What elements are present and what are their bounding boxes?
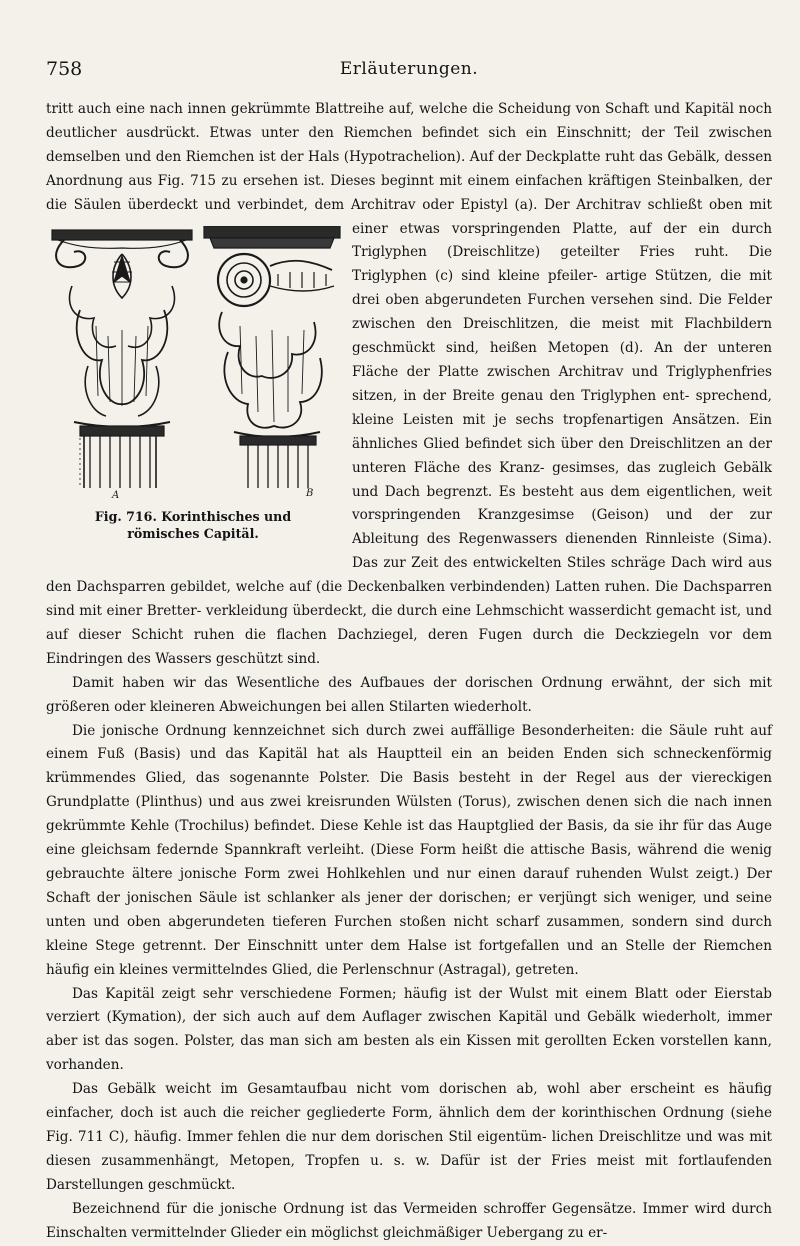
text-line: der Teil zwischen demselben und den Riemchen ist der Hals (Hypotrachelion). Auf der	[46, 124, 772, 165]
text-line: Damit haben wir das Wesentliche des Aufbaues der dorischen Ordnung erwähnt, der	[72, 674, 714, 691]
text-line: Ordnung (siehe Fig. 711 C), häufig. Immer fehlen die nur dem dorischen Stil eigentüm-	[46, 1105, 772, 1145]
text-line: und seine unten und oben abgerundeten tieferen Furchen stoßen nicht scharf zusammen,	[46, 889, 772, 930]
text-line: tritt auch eine nach innen gekrümmte Blattreihe auf, welche die Scheidung von Schaft und	[46, 101, 685, 117]
text-line: Bezeichnend für die jonische Ordnung ist das Vermeiden schroffer Gegensätze. Immer	[72, 1200, 695, 1217]
text-line: (Torus), zwischen denen sich die nach innen gekrümmte Kehle (Trochilus) befindet. Diese	[46, 794, 772, 835]
text-line: Kehle ist das Hauptglied der Basis, da sie ihr für das Auge eine gleichsam federnde	[46, 818, 772, 859]
paragraph	[46, 720, 772, 983]
text-line: sind, heißen Metopen (d). An der unteren Fläche	[352, 340, 772, 380]
text-line: Kissen mit gerollten Ecken vorstellen kann, vorhanden.	[46, 1033, 772, 1074]
text-line: Fries ruht. Die Triglyphen (c) sind kleine pfeiler-	[352, 244, 773, 285]
figure-label-a: A	[112, 489, 120, 501]
text-line: verkleidung überdeckt, die durch eine Lehmschicht wasserdicht gemacht ist, und auf dieser	[46, 603, 772, 643]
text-line: sitzen, in der Breite genau den Triglyphen ent-	[352, 387, 696, 404]
roman-capital	[204, 226, 340, 488]
text-line: (die Deckenbalken verbindenden) Latten ruhen. Die Dachsparren sind mit einer Bretter-	[46, 579, 772, 620]
text-line: mit einem einfachen kräftigen Steinbalken, der die Säulen überdeckt und verbindet, dem	[46, 172, 772, 213]
text-line: in der Regel aus der viereckigen Grundplatte (Plinthus) und aus zwei kreisrunden Wülsten	[46, 770, 772, 811]
corinthian-capital	[52, 230, 192, 488]
text-line: den Dreischlitzen an der unteren Fläche des Kranz-	[352, 435, 772, 476]
text-line: Kapitäl noch deutlicher ausdrückt. Etwas unter den Riemchen befindet sich ein Einschnitt;	[46, 101, 772, 141]
paragraph	[46, 983, 772, 1079]
text-line: sondern sind durch kleine Stege getrennt. Der Einschnitt unter dem Halse ist fortgefallen	[46, 913, 772, 954]
body-text	[46, 98, 772, 1246]
page-header	[46, 58, 772, 88]
text-line: Kranzgesimse (Geison) und der zur Ableitung des	[352, 507, 772, 548]
text-line: Ansätzen. Ein ähnliches Glied befindet sich über	[352, 411, 773, 452]
text-line: Deckplatte ruht das Gebälk, dessen Anordnung aus Fig. 715 zu ersehen ist. Dieses beginnt	[46, 148, 772, 189]
text-line: artige Stützen, die mit drei oben abgerundeten	[352, 268, 773, 309]
text-line: des Wassers geschützt sind.	[127, 650, 321, 667]
paragraph	[46, 672, 772, 720]
text-line: wird durch Einschalten vermittelnder Glieder ein möglichst gleichmäßiger Uebergang zu er-	[46, 1200, 773, 1241]
capitals-illustration	[44, 226, 342, 508]
text-line: es häufig einfacher, doch ist auch die reicher gegliederte Form, ähnlich dem der korinthischen	[46, 1081, 772, 1122]
text-line: ältere jonische Form zwei Hohlkehlen und nur einen darauf ruhenden Wulst zeigt.) Der	[132, 866, 772, 882]
text-line: Regenwassers dienenden Rinnleiste (Sima). Das zur	[352, 531, 772, 572]
page-number: 758	[46, 58, 83, 80]
text-line: Es besteht aus dem eigentlichen, weit vorspringenden	[352, 483, 772, 524]
text-line: Spannkraft verleiht. (Diese Form heißt die attische Basis, während die wenig gebrauchte	[46, 842, 773, 882]
text-line: sich mit größeren oder kleineren Abweichungen bei allen Stilarten wiederholt.	[46, 674, 772, 715]
caption-line: römisches Capitäl.	[127, 525, 259, 541]
text-line: Säule ruht auf einem Fuß (Basis) und das Kapitäl hat als Hauptteil ein an beiden	[46, 722, 772, 763]
text-line: Zeit des entwickelten Stiles schräge Dach wird aus den Dachsparren gebildet, welche auf	[46, 555, 772, 596]
text-line: Das Kapitäl zeigt sehr verschiedene Formen; häufig ist der Wulst mit einem Blatt	[72, 985, 676, 1002]
figure-716	[44, 218, 342, 558]
paragraph	[46, 98, 772, 672]
text-line: gesimses, das zugleich Gebälk und Dach begrenzt.	[352, 459, 773, 500]
text-line: der Platte zwischen Architrav und Triglyphenfries	[406, 363, 772, 380]
text-line: ist der Fries meist mit fortlaufenden Darstellungen geschmückt.	[46, 1152, 772, 1193]
text-line: Architrav oder Epistyl (a). Der Architrav schließt oben mit einer etwas vorspringenden Platte,	[350, 196, 772, 237]
text-line: Enden sich schneckenförmig krümmendes Glied, das sogenannte Polster. Die Basis besteht	[46, 746, 772, 787]
text-line: Gebälk wiederholt, immer aber ist das sogen. Polster, das man sich am besten als ein	[46, 1009, 773, 1050]
figure-label-b: B	[306, 487, 314, 499]
text-line: lichen Dreischlitze und was mit diesen zusammenhängt, Metopen, Tropfen u. s. w. Dafür	[46, 1128, 773, 1169]
figure-caption	[44, 508, 342, 542]
text-line: (Astragal), getreten.	[438, 961, 579, 978]
paragraph	[46, 1198, 772, 1246]
text-line: Schaft der jonischen Säule ist schlanker als jener der dorischen; er verjüngt sich weniger,	[46, 889, 704, 906]
text-line: auf der ein durch Triglyphen (Dreischlitze) geteilter	[352, 220, 773, 261]
text-line: Furchen versehen sind. Die Felder zwischen den	[352, 292, 772, 333]
text-line: Dreischlitzen, die meist mit Flachbildern geschmückt	[352, 316, 772, 357]
text-line: sprechend, kleine Leisten mit je sechs tropfenartigen	[352, 387, 772, 428]
text-line: oder Eierstab verziert (Kymation), der sich auch auf dem Auflager zwischen Kapitäl und	[46, 985, 772, 1026]
text-line: Die jonische Ordnung kennzeichnet sich durch zwei auffällige Besonderheiten: die	[72, 722, 669, 739]
text-line: Schicht ruhen die flachen Dachziegel, deren Fugen durch die Deckziegeln vor dem Eindringen	[46, 626, 772, 667]
caption-line: Fig. 716. Korinthisches und	[94, 508, 292, 524]
text-line: Das Gebälk weicht im Gesamtaufbau nicht vom dorischen ab, wohl aber erscheint	[72, 1081, 705, 1098]
text-line: und an Stelle der Riemchen häufig ein kleines vermittelndes Glied, die Perlenschnur	[46, 937, 772, 978]
paragraph	[46, 1078, 772, 1198]
running-head: Erläuterungen.	[339, 59, 479, 79]
